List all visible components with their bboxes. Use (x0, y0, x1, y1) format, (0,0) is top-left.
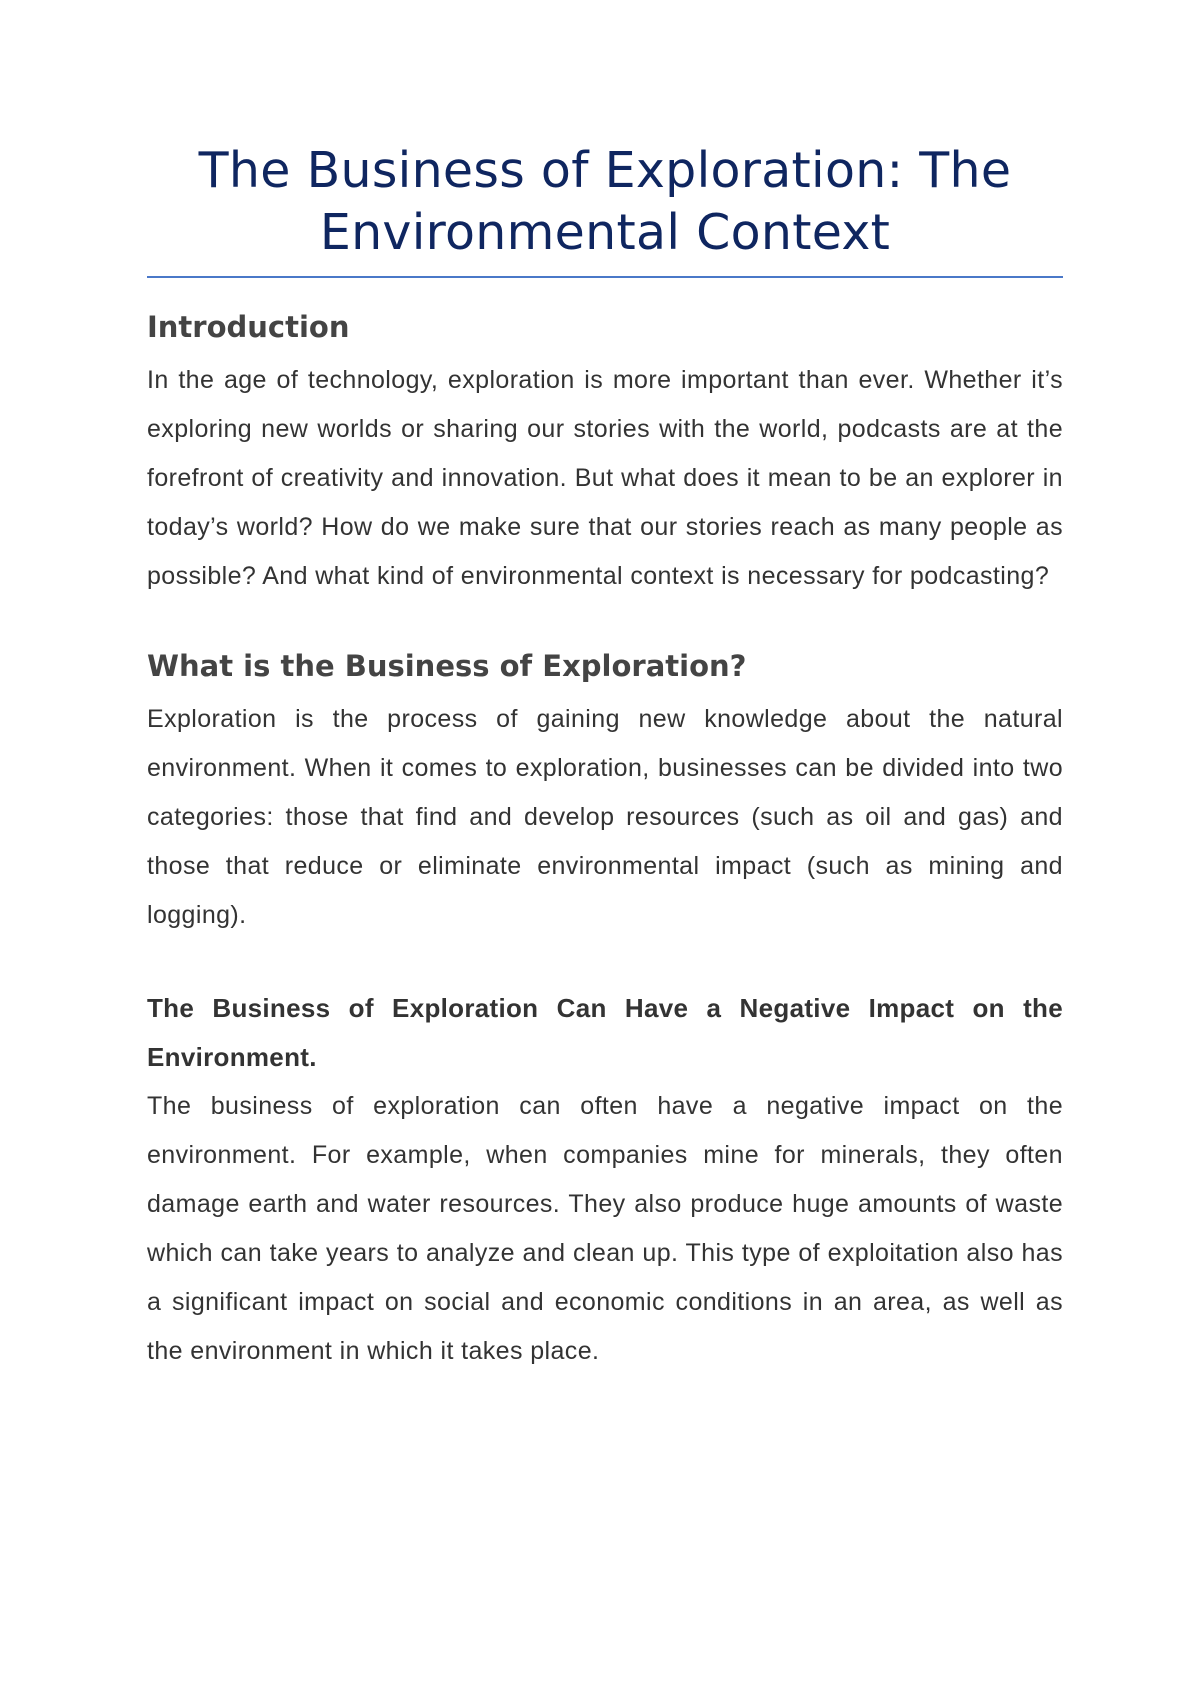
section-body-introduction: In the age of technology, exploration is more important than ever. Whether it’s exploring new worlds or sharing our stories with the world, podcasts are at the forefront of creativity and innovation. But what does it mean to be an explorer in today’s world? How do we make sure that our stories reach as many people as possible? And what kind of environmental context is necessary for podcasting? (147, 366, 1063, 590)
section-introduction (147, 308, 1063, 601)
section-body-business-of-exploration: Exploration is the process of gaining new knowledge about the natural environment. When it comes to exploration, businesses can be divided into two categories: those that find and develop resources (such as oil and gas) and those that reduce or eliminate environmental impact (such as mining and logging). (147, 705, 1063, 929)
section-heading-introduction: Introduction (147, 310, 350, 344)
document-title: The Business of Exploration: The Environmental Context (198, 142, 1012, 261)
section-body-negative-impact: The business of exploration can often have a negative impact on the environment. For example, when companies mine for minerals, they often damage earth and water resources. They also produce huge amounts of waste which can take years to analyze and clean up. This type of exploitation also has a significant impact on social and economic conditions in an area, as well as the environment in which it takes place. (147, 1092, 1063, 1365)
title-divider (147, 276, 1063, 278)
document-page (147, 140, 1063, 1376)
section-negative-impact (147, 984, 1063, 1376)
section-business-of-exploration (147, 647, 1063, 940)
section-heading-negative-impact: The Business of Exploration Can Have a Negative Impact on the Environment. (147, 993, 1063, 1072)
section-heading-business-of-exploration: What is the Business of Exploration? (147, 649, 747, 683)
